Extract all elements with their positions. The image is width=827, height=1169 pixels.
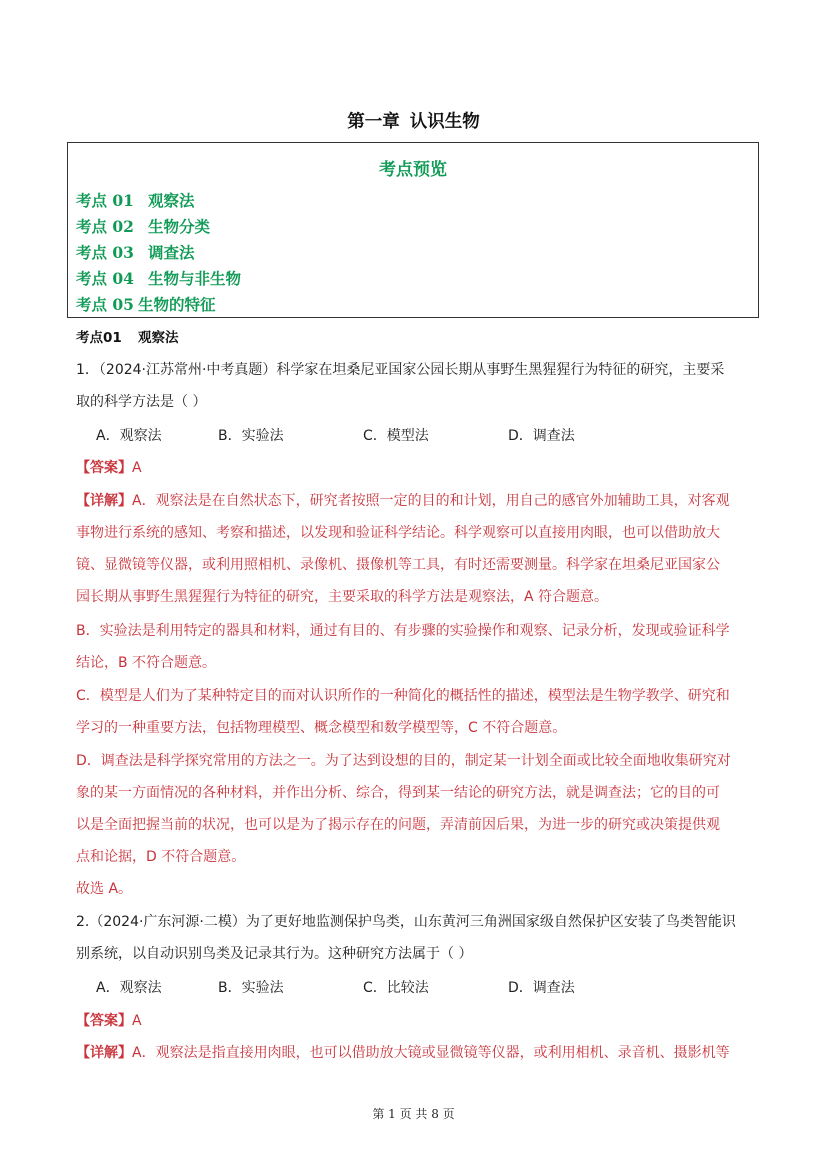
option-a: A．观察法 [96, 428, 162, 444]
chapter-title [0, 108, 827, 133]
chapter-number: 第一章 [347, 112, 400, 132]
preview-item: 考点 01 观察法 [76, 191, 195, 210]
q2-detail-line: 【详解】A．观察法是指直接用肉眼，也可以借助放大镜或显微镜等仪器，或利用相机、录音机、摄影机等 [76, 1045, 730, 1061]
q1-detail-line: 学习的一种重要方法，包括物理模型、概念模型和数学模型等，C 不符合题意。 [76, 720, 567, 736]
q1-stem-line2: 取的科学方法是（ ） [76, 394, 207, 410]
chapter-name: 认识生物 [409, 112, 480, 132]
option-d: D．调查法 [508, 428, 575, 444]
option-c: C．比较法 [363, 980, 429, 996]
q1-answer: 【答案】A [76, 460, 142, 476]
q1-detail-line: B．实验法是利用特定的器具和材料，通过有目的、有步骤的实验操作和观察、记录分析，发现或验证科学 [76, 623, 730, 639]
preview-item: 考点 05 生物的特征 [76, 295, 216, 314]
option-b: B．实验法 [218, 980, 284, 996]
page-footer: 第 1 页 共 8 页 [372, 1107, 455, 1121]
q1-detail-line: 事物进行系统的感知、考察和描述，以发现和验证科学结论。科学观察可以直接用肉眼，也可以借助放大 [76, 525, 720, 541]
q1-stem-line1: 1．（2024·江苏常州·中考真题）科学家在坦桑尼亚国家公园长期从事野生黑猩猩行为特征的研究，主要采 [76, 362, 725, 378]
q1-detail-line: C．模型是人们为了某种特定目的而对认识所作的一种简化的概括性的描述，模型法是生物学教学、研究和 [76, 688, 730, 704]
q1-detail-line: D．调查法是科学探究常用的方法之一。为了达到设想的目的，制定某一计划全面或比较全面地收集研究对 [76, 753, 731, 769]
exam-points-preview-box [67, 142, 759, 318]
option-b: B．实验法 [218, 428, 284, 444]
q1-detail-line: 结论，B 不符合题意。 [76, 655, 217, 671]
q2-stem-line2: 别系统，以自动识别鸟类及记录其行为。这种研究方法属于（ ） [76, 946, 473, 962]
q1-detail-line: 以是全面把握当前的状况，也可以是为了揭示存在的问题，弄清前因后果，为进一步的研究或决策提供观 [76, 817, 720, 833]
q2-stem-line1: 2.（2024·广东河源·二模）为了更好地监测保护鸟类，山东黄河三角洲国家级自然保护区安装了鸟类智能识 [76, 914, 736, 930]
q1-detail-line: 园长期从事野生黑猩猩行为特征的研究，主要采取的科学方法是观察法，A 符合题意。 [76, 589, 609, 605]
option-c: C．模型法 [363, 428, 429, 444]
option-a: A．观察法 [96, 980, 162, 996]
preview-item: 考点 04 生物与非生物 [76, 269, 242, 288]
q1-detail-line: 象的某一方面情况的各种材料，并作出分析、综合，得到某一结论的研究方法，就是调查法；它的目的可 [76, 785, 720, 801]
q1-detail-line: 点和论据，D 不符合题意。 [76, 849, 246, 865]
section-heading: 考点01 观察法 [76, 330, 179, 346]
q1-conclusion: 故选 A。 [76, 881, 133, 897]
option-d: D．调查法 [508, 980, 575, 996]
preview-item: 考点 03 调查法 [76, 243, 195, 262]
q1-detail-line: 镜、显微镜等仪器，或利用照相机、录像机、摄像机等工具，有时还需要测量。科学家在坦桑尼亚国家公 [76, 557, 720, 573]
q1-detail-line: 【详解】A．观察法是在自然状态下，研究者按照一定的目的和计划，用自己的感官外加辅助工具，对客观 [76, 493, 730, 509]
preview-heading: 考点预览 [379, 160, 447, 180]
preview-item: 考点 02 生物分类 [76, 217, 211, 236]
q2-answer: 【答案】A [76, 1013, 142, 1029]
